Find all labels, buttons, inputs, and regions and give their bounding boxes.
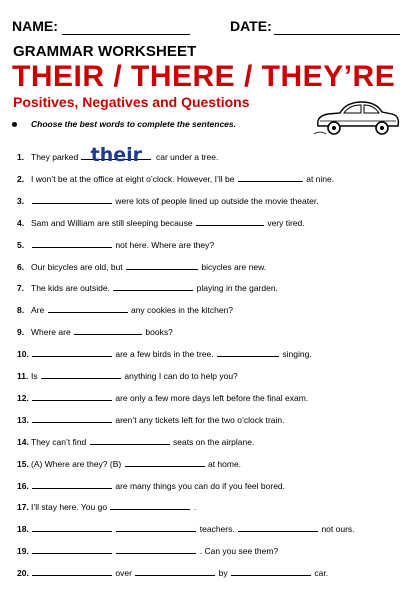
answer-blank[interactable] — [238, 522, 318, 532]
sentence-text: books? — [145, 327, 173, 338]
sentence-text: Are — [31, 305, 47, 316]
answer-blank[interactable] — [81, 144, 151, 166]
item-number: 8. — [17, 305, 25, 316]
answer-blank[interactable] — [116, 522, 196, 532]
item-number: 10. — [17, 349, 29, 360]
answer-blank[interactable] — [41, 369, 121, 379]
name-label: NAME: — [12, 18, 58, 34]
sentence-text: Where are — [31, 327, 74, 338]
sentence-text: bicycles are new. — [201, 261, 267, 272]
sentence-text: are only a few more days left before the final exam. — [115, 392, 309, 403]
sentence-text: Our bicycles are old, but — [31, 261, 126, 272]
handwritten-answer: their — [90, 144, 143, 166]
sentence-item — [17, 391, 308, 404]
answer-blank[interactable] — [32, 347, 112, 357]
item-number: 2. — [17, 173, 25, 184]
item-number: 16. — [17, 480, 29, 491]
sentence-item — [17, 457, 241, 470]
item-number: 18. — [17, 524, 29, 535]
item-number: 20. — [17, 568, 29, 579]
answer-blank[interactable] — [32, 413, 112, 423]
sentence-text: at home. — [207, 458, 242, 469]
sentence-item — [17, 303, 233, 316]
item-number: 5. — [17, 239, 25, 250]
item-number: 9. — [17, 327, 25, 338]
item-number: 3. — [17, 195, 25, 206]
answer-blank[interactable] — [74, 325, 142, 335]
answer-blank[interactable] — [126, 260, 198, 270]
sentence-item — [17, 194, 319, 207]
item-number: 7. — [17, 283, 25, 294]
bullet-icon — [12, 122, 17, 127]
answer-blank[interactable] — [90, 435, 170, 445]
worksheet-title: GRAMMAR WORKSHEET — [13, 43, 197, 60]
answer-blank[interactable] — [231, 566, 311, 576]
instruction-text: Choose the best words to complete the sentences. — [31, 119, 236, 129]
answer-blank[interactable] — [32, 391, 112, 401]
answer-blank[interactable] — [113, 281, 193, 291]
sentence-item — [17, 172, 334, 185]
answer-blank[interactable] — [125, 457, 205, 467]
sentence-item — [17, 325, 173, 338]
answer-blank[interactable] — [196, 216, 264, 226]
sentence-item — [17, 566, 328, 579]
sentence-text: seats on the airplane. — [173, 436, 255, 447]
sentence-text: (A) Where are they? (B) — [31, 458, 124, 469]
answer-blank[interactable] — [217, 347, 279, 357]
name-date-header — [12, 18, 400, 38]
sentence-item — [17, 238, 214, 251]
date-field[interactable] — [274, 34, 400, 35]
item-number: 11. — [17, 371, 29, 381]
sentence-text: They can’t find — [31, 436, 89, 447]
sentence-text: I won’t be at the office at eight o’clock. However, I’ll be — [31, 173, 237, 184]
date-label: DATE: — [230, 18, 272, 34]
answer-blank[interactable] — [32, 566, 112, 576]
answer-blank[interactable] — [32, 238, 112, 248]
answer-blank[interactable] — [32, 479, 112, 489]
sentence-text: playing in the garden. — [196, 283, 278, 294]
item-number: 4. — [17, 217, 25, 228]
answer-blank[interactable] — [116, 544, 196, 554]
sentence-text: anything I can do to help you? — [124, 371, 238, 381]
sentence-text: I’ll stay here. You go — [31, 502, 110, 513]
sentence-text: over — [115, 568, 135, 579]
sentence-item — [17, 413, 285, 426]
sentence-item — [17, 260, 266, 273]
sentence-item — [17, 479, 285, 492]
sentence-text: Is — [31, 371, 40, 381]
answer-blank[interactable] — [32, 522, 112, 532]
sentence-item — [17, 369, 238, 382]
sentence-text: at nine. — [306, 173, 335, 184]
answer-blank[interactable] — [238, 172, 303, 182]
sentence-text: car under a tree. — [156, 152, 219, 162]
sentence-item — [17, 435, 254, 448]
sentence-text: not ours. — [321, 524, 355, 535]
sentence-text: by — [218, 568, 230, 579]
item-number: 14. — [17, 436, 29, 447]
sentence-text: The kids are outside. — [31, 283, 113, 294]
sentence-item — [17, 544, 278, 557]
sentence-text: are a few birds in the tree. — [115, 349, 217, 360]
sentence-text: aren’t any tickets left for the two o’clock train. — [115, 414, 285, 425]
answer-blank[interactable] — [110, 500, 190, 510]
instruction-line — [12, 119, 236, 129]
sentence-text: teachers. — [199, 524, 238, 535]
answer-blank[interactable] — [135, 566, 215, 576]
answer-blank[interactable] — [48, 303, 128, 313]
item-number: 1. — [17, 152, 25, 162]
item-number: 6. — [17, 261, 25, 272]
subtitle: Positives, Negatives and Questions — [13, 94, 250, 110]
name-field[interactable] — [62, 34, 190, 35]
car-illustration — [312, 94, 402, 140]
sentence-item — [17, 522, 355, 535]
sentence-text: not here. Where are they? — [115, 239, 215, 250]
sentence-text: . — [193, 502, 197, 513]
sentence-text: are many things you can do if you feel bored. — [115, 480, 286, 491]
item-number: 17. — [17, 502, 29, 513]
main-title: THEIR / THERE / THEY’RE — [12, 60, 396, 93]
sentence-text: very tired. — [267, 217, 305, 228]
sentence-item — [17, 281, 278, 294]
sentence-text: Sam and William are still sleeping because — [31, 217, 195, 228]
sentence-text: were lots of people lined up outside the movie theater. — [115, 195, 319, 206]
sentence-text: They parked — [31, 152, 81, 162]
sentence-item — [17, 144, 219, 166]
sentence-text: any cookies in the kitchen? — [130, 305, 234, 316]
sentence-item — [17, 500, 196, 513]
sentence-text: car. — [314, 568, 329, 579]
sentence-item — [17, 347, 312, 360]
item-number: 19. — [17, 546, 29, 557]
sentence-text: . Can you see them? — [199, 546, 279, 557]
sentence-text: singing. — [282, 349, 312, 360]
answer-blank[interactable] — [32, 194, 112, 204]
answer-blank[interactable] — [32, 544, 112, 554]
item-number: 12. — [17, 392, 29, 403]
item-number: 15. — [17, 458, 29, 469]
item-number: 13. — [17, 414, 29, 425]
sentence-item — [17, 216, 305, 229]
